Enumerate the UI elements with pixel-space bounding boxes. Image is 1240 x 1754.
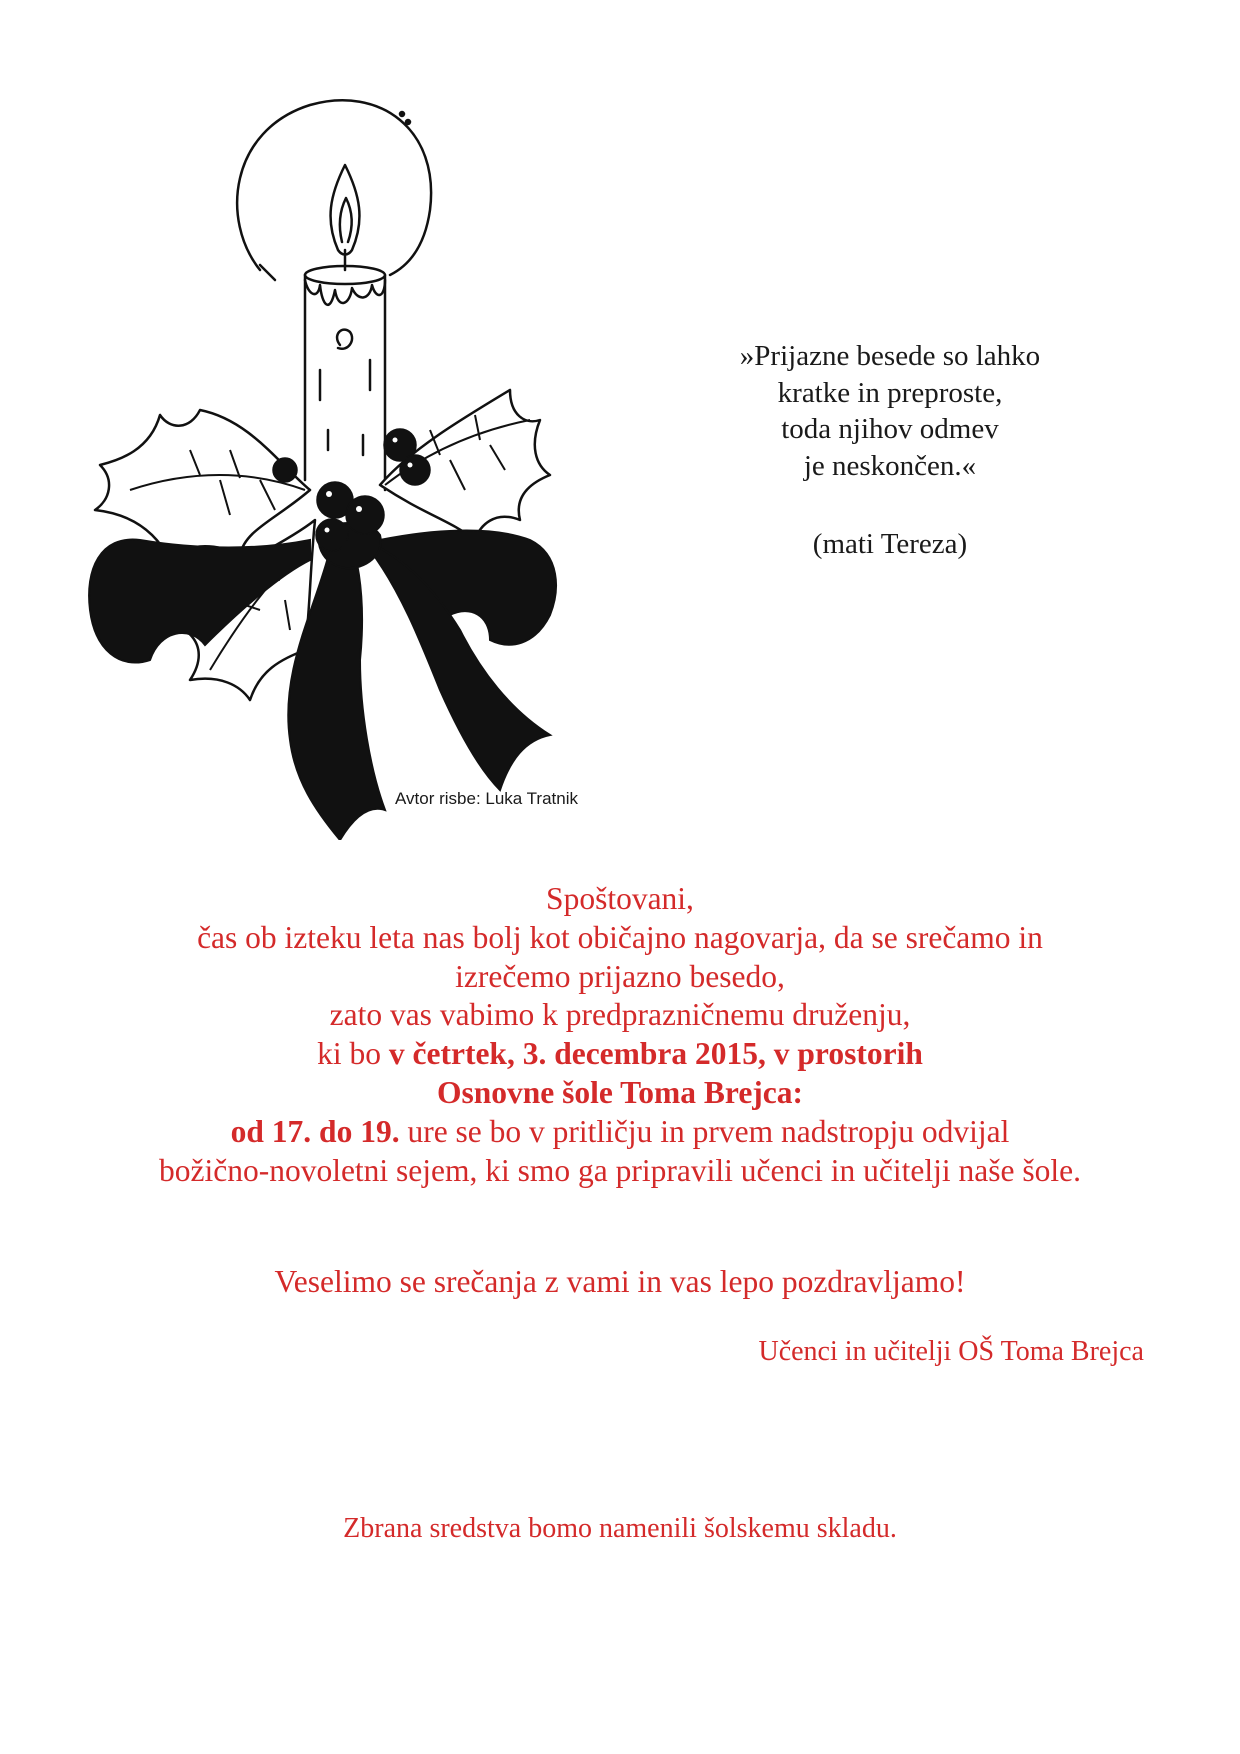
quote-block bbox=[640, 338, 1140, 484]
event-venue: Osnovne šole Toma Brejca: bbox=[436, 1074, 804, 1110]
event-date: v četrtek, 3. decembra 2015, v prostorih bbox=[388, 1036, 923, 1072]
illustration-credit: Avtor risbe: Luka Tratnik bbox=[395, 789, 578, 808]
invitation-text bbox=[60, 880, 1180, 1190]
invitation-line: čas ob izteku leta nas bolj kot običajno nagovarja, da se srečamo in bbox=[197, 919, 1043, 955]
footnote: Zbrana sredstva bomo namenili šolskemu skladu. bbox=[343, 1513, 897, 1544]
quote-author: (mati Tereza) bbox=[812, 528, 968, 560]
candle-drawing bbox=[80, 70, 620, 840]
event-time-rest: ure se bo v pritličju in prvem nadstropju odvijal bbox=[399, 1113, 1010, 1149]
quote-line: kratke in preproste, bbox=[777, 376, 1003, 409]
closing-line: Veselimo se srečanja z vami in vas lepo pozdravljamo! bbox=[274, 1264, 966, 1299]
candle-illustration bbox=[80, 70, 620, 840]
event-time-line bbox=[60, 1113, 1180, 1152]
invitation-line: božično-novoletni sejem, ki smo ga pripravili učenci in učitelji naše šole. bbox=[158, 1152, 1081, 1188]
invitation-line: zato vas vabimo k predprazničnemu druženju, bbox=[329, 997, 911, 1033]
quote-line: toda njihov odmev bbox=[781, 413, 999, 445]
quote-line: »Prijazne besede so lahko bbox=[739, 340, 1041, 372]
event-date-prefix: ki bo bbox=[317, 1036, 389, 1072]
signature: Učenci in učitelji OŠ Toma Brejca bbox=[758, 1336, 1144, 1367]
event-venue-line bbox=[60, 1074, 1180, 1113]
invitation-line: izrečemo prijazno besedo, bbox=[455, 958, 785, 994]
event-date-line bbox=[60, 1035, 1180, 1074]
event-time: od 17. do 19. bbox=[230, 1113, 400, 1149]
quote-line: je neskončen.« bbox=[803, 449, 977, 482]
greeting: Spoštovani, bbox=[546, 881, 694, 916]
